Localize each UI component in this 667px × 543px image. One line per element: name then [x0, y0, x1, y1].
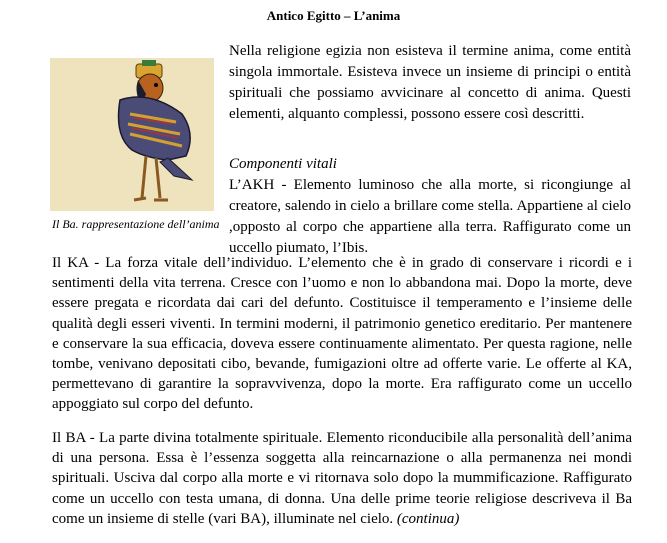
page-title: Antico Egitto – L’anima: [266, 8, 401, 23]
akh-paragraph: L’AKH - Elemento luminoso che alla morte, si ricongiunge al creatore, salendo in cielo a brillare come stella. Appartiene al cielo ,opposto al corpo che appartiene alla terra. Raffigurato come un uccello piumato, l’Ibis.: [229, 177, 631, 256]
image-caption: Il Ba. rappresentazione dell’anima: [52, 217, 220, 231]
intro-text: Nella religione egizia non esisteva il termine anima, come entità singola immortale. Esisteva invece un insieme di principi o entità spirituali che possiamo avvicinare al concetto di anima. Questi elementi, alquanto complessi, possono essere così descritti.: [229, 43, 631, 122]
ba-bird-icon: [50, 58, 214, 211]
ba-bird-image: [50, 58, 214, 211]
section-title: Componenti vitali: [229, 156, 337, 172]
intro-paragraph: [229, 41, 631, 125]
ka-paragraph: Il KA - La forza vitale dell’individuo. L’elemento che è in grado di conservare i ricordi e i sentimenti della vita terrena. Cresce con l’uomo e non lo abbandona mai. Dopo la morte, deve essere pregata e ricordata dai cari del defunto. Costituisce il temperamento e l’insieme delle qualità degli esseri viventi. In termini moderni, il patrimonio genetico ereditario. Per mantenere e conservare la sua efficacia, doveva essere continuamente alimentato. Per questa ragione, nelle tombe, venivano depositati cibo, bevande, fumigazioni oltre ad offerte varie. Le offerte al KA, permettevano di garantire la sopravvivenza, dopo la morte. Era raffigurato come un uccello appoggiato sul corpo del defunto.: [52, 255, 632, 413]
ba-paragraph: [52, 428, 632, 529]
ba-text: Il BA - La parte divina totalmente spirituale. Elemento riconducibile alla personalità dell’anima di una persona. Essa è l’essenza soggetta alla reincarnazione o alla permanenza nei mondi spirituali. Usciva dal corpo alla morte e vi ritornava solo dopo la mummificazione. Raffigurato come un uccello con testa umana, di donna. Una delle prime teorie religiose descriveva il Ba come un insieme di stelle (vari BA), illuminate nel cielo.: [52, 430, 632, 527]
continua-label: (continua): [396, 510, 460, 527]
